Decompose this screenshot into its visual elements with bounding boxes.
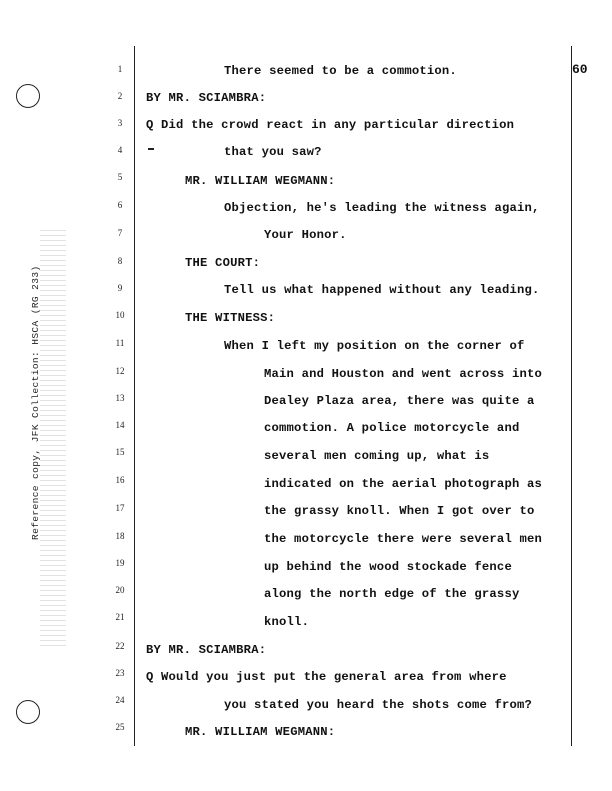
line-number: 17 <box>115 503 125 513</box>
line-number: 12 <box>115 366 125 376</box>
transcript-line: THE WITNESS: <box>185 311 276 325</box>
line-number: 22 <box>115 641 125 651</box>
transcript-line: MR. WILLIAM WEGMANN: <box>185 174 336 188</box>
line-number: 25 <box>115 722 125 732</box>
transcript-line: you stated you heard the shots come from? <box>224 698 533 712</box>
transcript-line: Tell us what happened without any leading. <box>224 283 540 297</box>
line-number: 11 <box>115 338 125 348</box>
line-number: 24 <box>115 695 125 705</box>
line-number: 18 <box>115 531 125 541</box>
scan-speckle <box>40 230 66 650</box>
line-number: 4 <box>117 145 123 155</box>
line-number: 15 <box>115 447 125 457</box>
transcript-line: MR. WILLIAM WEGMANN: <box>185 725 336 739</box>
page-number: 60 <box>572 62 588 77</box>
transcript-line: along the north edge of the grassy <box>264 587 520 601</box>
transcript-line: up behind the wood stockade fence <box>264 560 512 574</box>
line-number: 19 <box>115 558 125 568</box>
line-number: 10 <box>115 310 125 320</box>
line-number: 7 <box>117 228 123 238</box>
line-number: 23 <box>115 668 125 678</box>
transcript-line: Main and Houston and went across into <box>264 367 543 381</box>
punch-hole-bottom <box>16 700 40 724</box>
line-number: 5 <box>117 172 123 182</box>
transcript-line: the grassy knoll. When I got over to <box>264 504 535 518</box>
transcript-line: BY MR. SCIAMBRA: <box>146 91 267 105</box>
transcript-line: several men coming up, what is <box>264 449 490 463</box>
line-number: 3 <box>117 118 123 128</box>
line-number: 13 <box>115 393 125 403</box>
transcript-line: knoll. <box>264 615 310 629</box>
transcript-line: Objection, he's leading the witness again, <box>224 201 540 215</box>
line-number: 2 <box>117 91 123 101</box>
transcript-line: commotion. A police motorcycle and <box>264 421 520 435</box>
line-number: 21 <box>115 612 125 622</box>
line-number: 16 <box>115 475 125 485</box>
transcript-line: There seemed to be a commotion. <box>224 64 457 78</box>
archive-stamp: Reference copy, JFK Collection: HSCA (RG 233) <box>30 265 41 540</box>
line-number: 14 <box>115 420 125 430</box>
transcript-line: Your Honor. <box>264 228 347 242</box>
transcript-line: indicated on the aerial photograph as <box>264 477 543 491</box>
transcript-line: Dealey Plaza area, there was quite a <box>264 394 535 408</box>
transcript-line: Q Would you just put the general area from where <box>146 670 507 684</box>
margin-dash <box>148 148 154 150</box>
line-number: 8 <box>117 256 123 266</box>
transcript-line: THE COURT: <box>185 256 261 270</box>
line-number: 1 <box>117 64 123 74</box>
transcript-line: that you saw? <box>224 145 322 159</box>
transcript-line: BY MR. SCIAMBRA: <box>146 643 267 657</box>
transcript-line: the motorcycle there were several men <box>264 532 543 546</box>
punch-hole-top <box>16 84 40 108</box>
line-number: 6 <box>117 200 123 210</box>
line-number: 9 <box>117 283 123 293</box>
transcript-line: Q Did the crowd react in any particular direction <box>146 118 515 132</box>
line-number: 20 <box>115 585 125 595</box>
transcript-line: When I left my position on the corner of <box>224 339 525 353</box>
